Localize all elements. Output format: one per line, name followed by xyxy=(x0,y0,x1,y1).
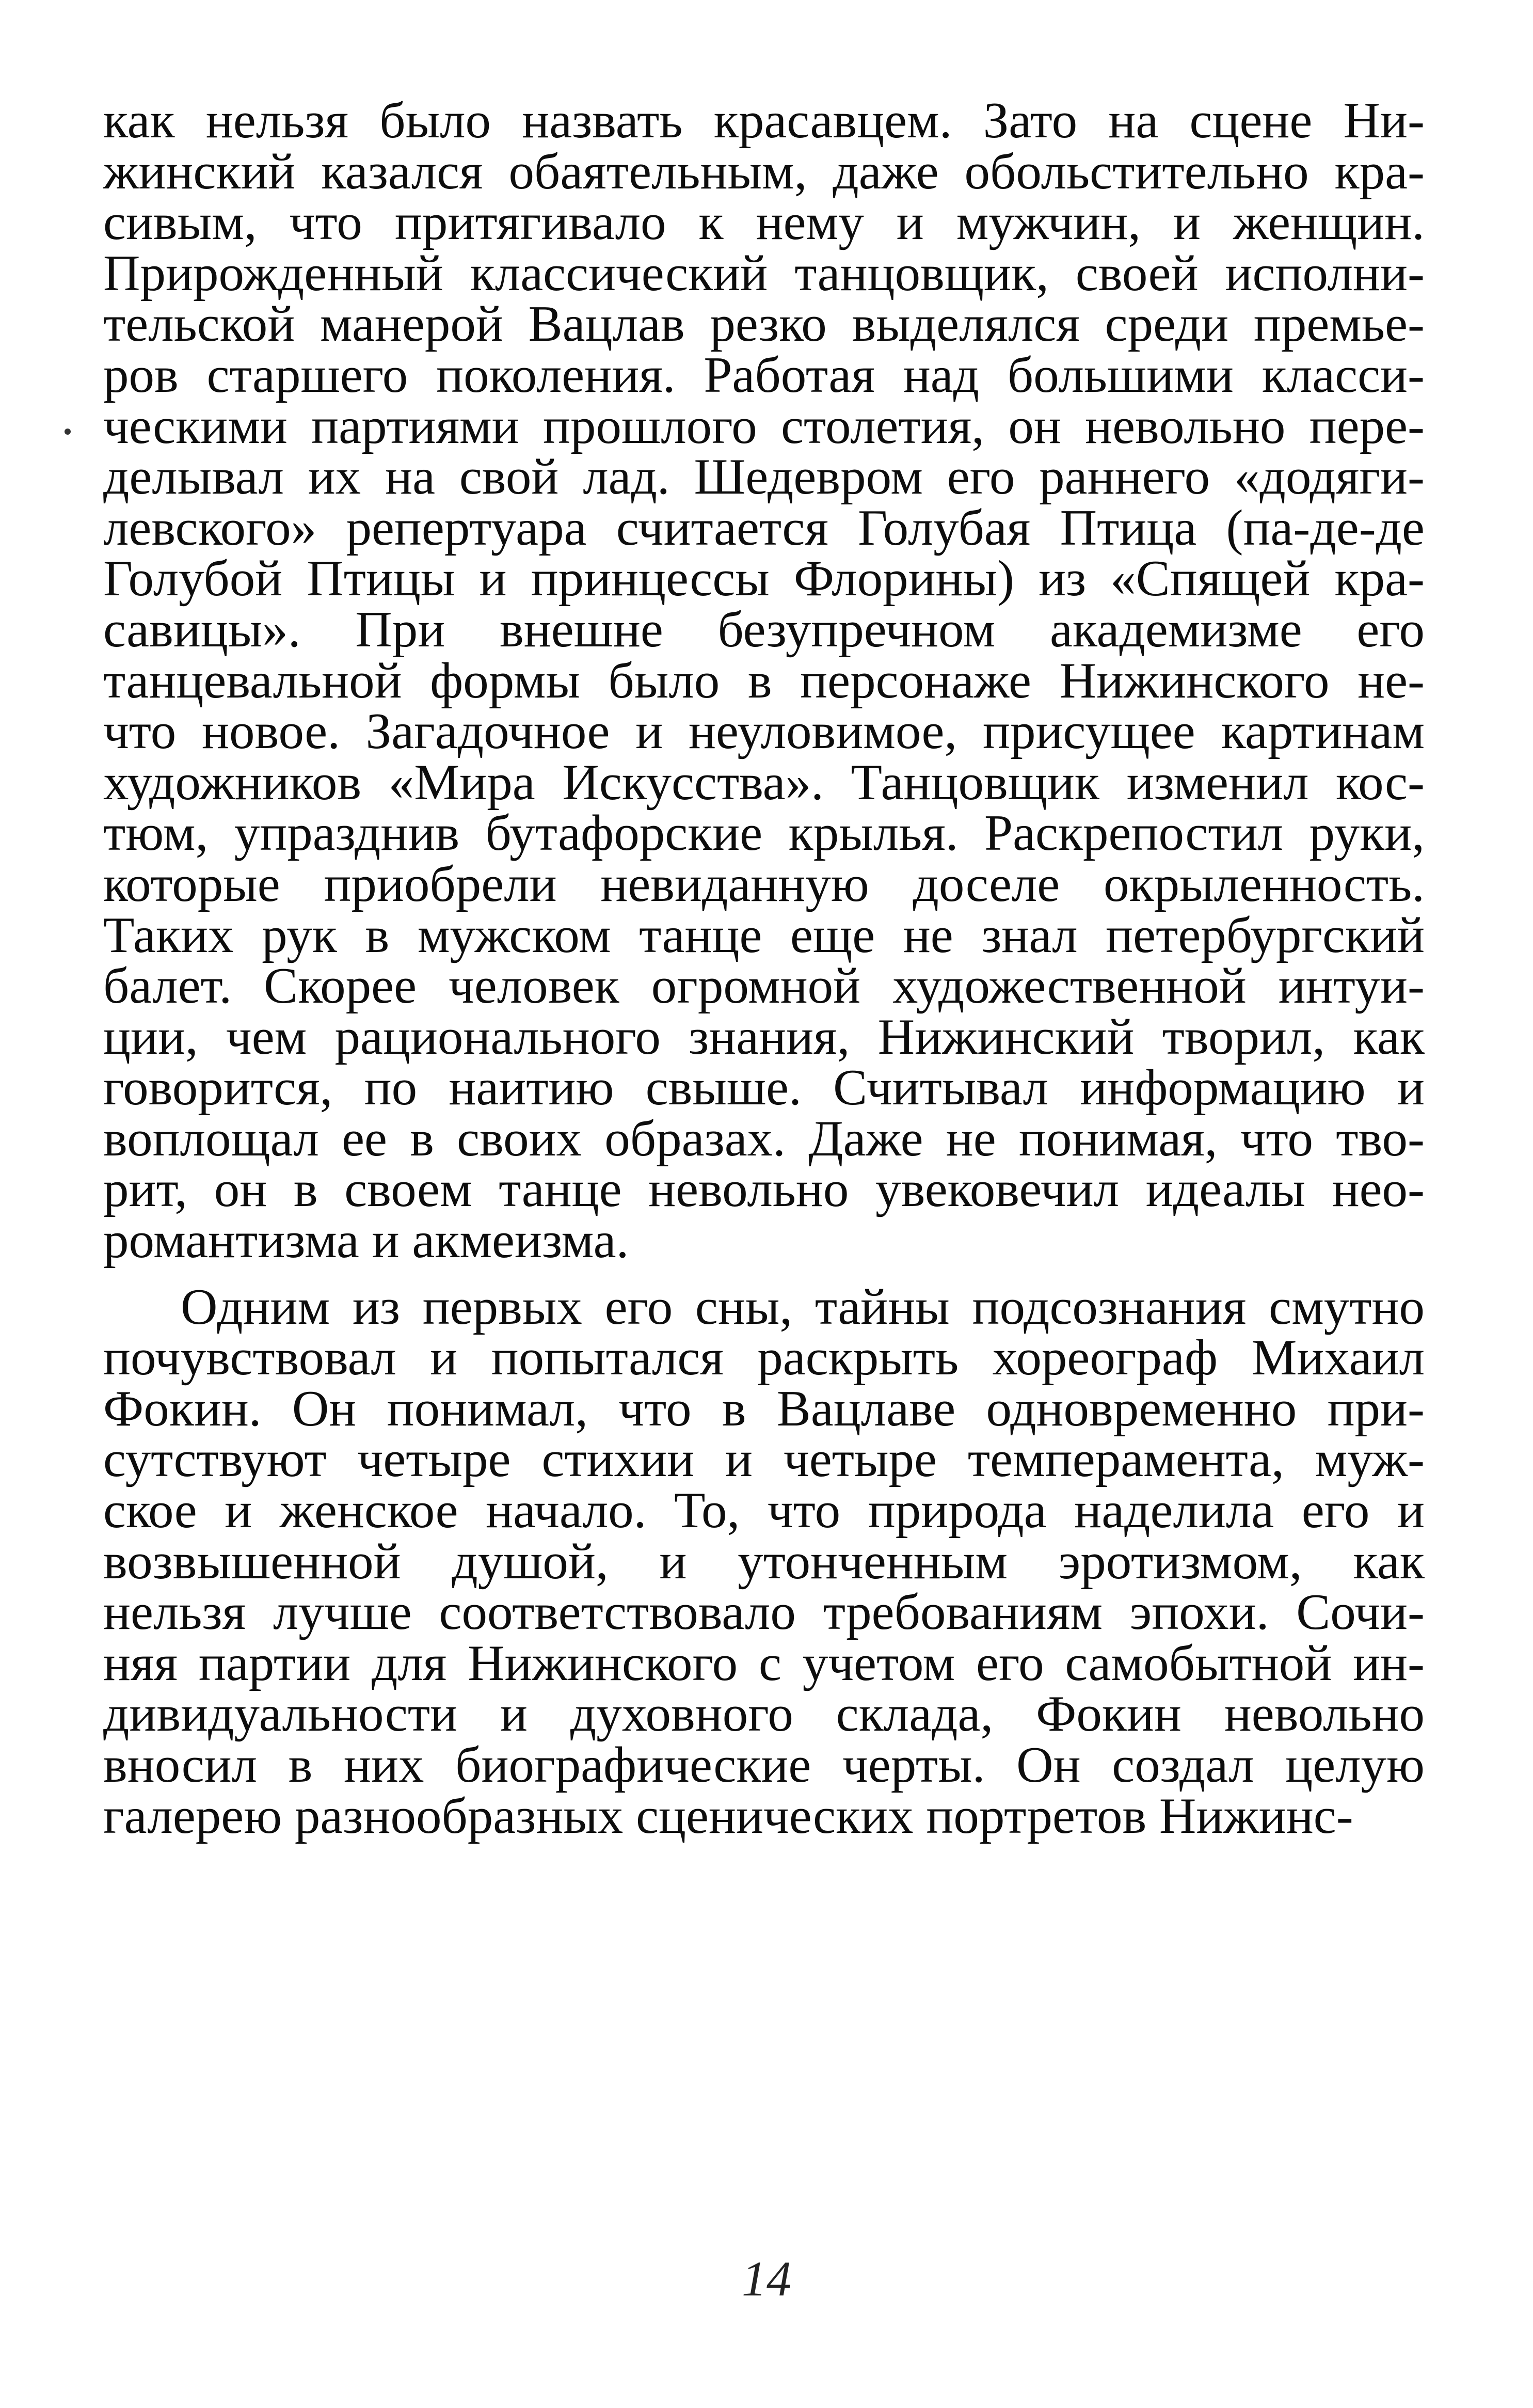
text-line: дивидуальности и духовного склада, Фокин невольно xyxy=(103,1686,1425,1742)
text-line: художников «Мира Искусства». Танцовщик изменил кос- xyxy=(103,754,1425,811)
text-line: рит, он в своем танце невольно увековечил идеалы нео- xyxy=(103,1161,1425,1218)
text-line: нельзя лучше соответствовало требованиям эпохи. Сочи- xyxy=(103,1584,1425,1641)
body-text xyxy=(103,92,1425,1844)
text-line: сивым, что притягивало к нему и мужчин, и женщин. xyxy=(103,194,1425,251)
text-line: Фокин. Он понимал, что в Вацлаве одновременно при- xyxy=(103,1380,1425,1437)
text-line: Прирожденный классический танцовщик, своей исполни- xyxy=(103,245,1425,302)
text-line: делывал их на свой лад. Шедевром его раннего «додяги- xyxy=(103,449,1425,505)
text-line: вносил в них биографические черты. Он создал целую xyxy=(103,1737,1425,1793)
text-line: возвышенной душой, и утонченным эротизмом, как xyxy=(103,1533,1425,1590)
text-line: ское и женское начало. То, что природа наделила его и xyxy=(103,1482,1425,1539)
text-line: которые приобрели невиданную доселе окрыленность. xyxy=(103,856,1425,912)
print-speck xyxy=(65,429,71,435)
text-line: танцевальной формы было в персонаже Нижинского не- xyxy=(103,652,1425,709)
text-line: Одним из первых его сны, тайны подсознания смутно xyxy=(181,1278,1425,1335)
text-line: савицы». При внешне безупречном академизме его xyxy=(103,601,1425,658)
text-line: левского» репертуара считается Голубая Птица (па-де-де xyxy=(103,499,1425,556)
text-line: ров старшего поколения. Работая над большими класси- xyxy=(103,346,1425,403)
text-line: почувствовал и попытался раскрыть хореограф Михаил xyxy=(103,1329,1425,1386)
paragraph-2 xyxy=(103,1278,1425,1844)
text-line: романтизма и акмеизма. xyxy=(103,1212,629,1269)
text-line: тельской манерой Вацлав резко выделялся среди премье- xyxy=(103,296,1425,353)
text-line: как нельзя было назвать красавцем. Зато на сцене Ни- xyxy=(103,92,1425,149)
text-line: ции, чем рационального знания, Нижинский творил, как xyxy=(103,1008,1425,1065)
text-line: ческими партиями прошлого столетия, он невольно пере- xyxy=(103,398,1425,454)
text-line: тюм, упразднив бутафорские крылья. Раскрепостил руки, xyxy=(103,805,1425,862)
text-line: сутствуют четыре стихии и четыре темперамента, муж- xyxy=(103,1431,1425,1488)
text-line: Голубой Птицы и принцессы Флорины) из «Спящей кра- xyxy=(103,550,1425,607)
text-line: галерею разнообразных сценических портретов Нижинс- xyxy=(103,1787,1353,1844)
text-line: что новое. Загадочное и неуловимое, присущее картинам xyxy=(103,703,1425,760)
page-number: 14 xyxy=(742,2251,791,2306)
paragraph-1 xyxy=(103,92,1425,1269)
text-line: воплощал ее в своих образах. Даже не понимая, что тво- xyxy=(103,1110,1425,1167)
text-line: балет. Скорее человек огромной художественной интуи- xyxy=(103,958,1425,1015)
text-line: говорится, по наитию свыше. Считывал информацию и xyxy=(103,1059,1425,1116)
text-line: няя партии для Нижинского с учетом его самобытной ин- xyxy=(103,1635,1425,1691)
text-line: Таких рук в мужском танце еще не знал петербургский xyxy=(103,907,1425,963)
text-line: жинский казался обаятельным, даже обольстительно кра- xyxy=(103,143,1425,200)
